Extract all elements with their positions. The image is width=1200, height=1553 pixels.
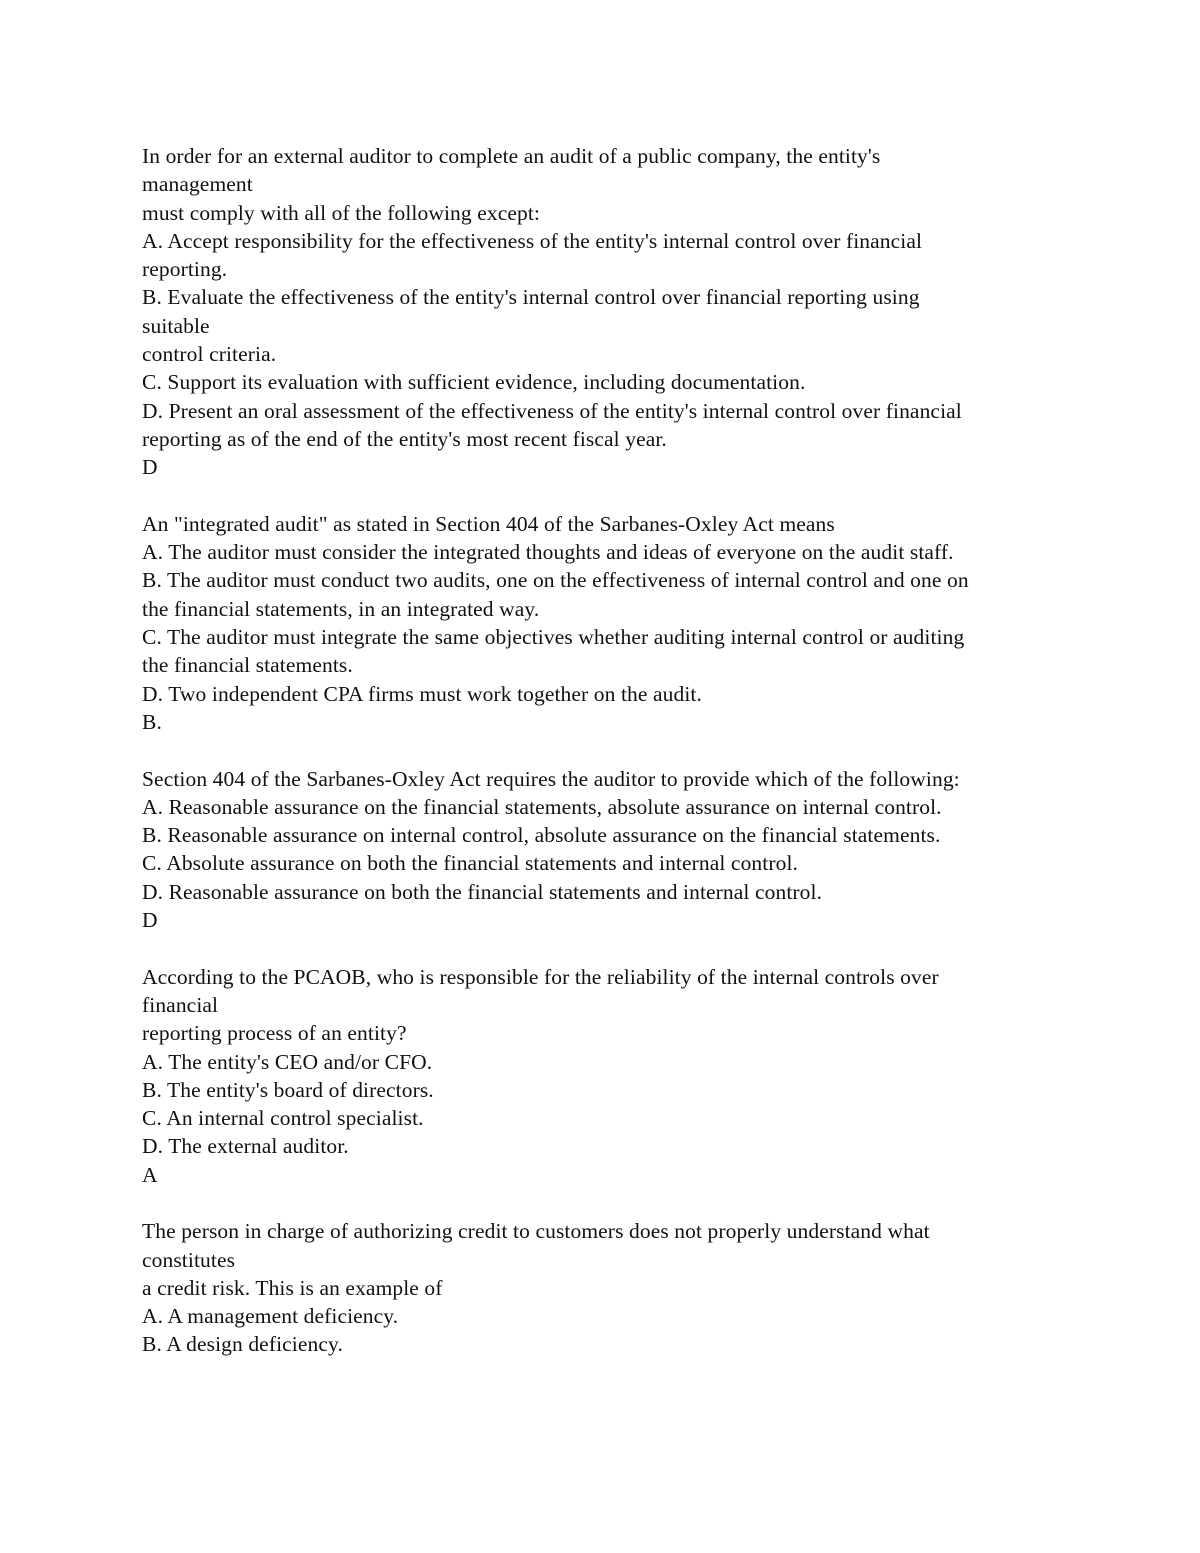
question-2-line: An "integrated audit" as stated in Section 404 of the Sarbanes-Oxley Act means	[142, 511, 835, 536]
question-2-option-line: D. Two independent CPA firms must work together on the audit.	[142, 681, 702, 706]
question-block-4	[142, 963, 1062, 1189]
question-4-line: financial	[142, 992, 219, 1017]
question-2-option-line: B. The auditor must conduct two audits, one on the effectiveness of internal control and one on	[142, 568, 969, 593]
paragraph-spacer	[142, 934, 1062, 962]
question-block-2	[142, 510, 1062, 736]
question-1-option-line: reporting as of the end of the entity's most recent fiscal year.	[142, 426, 667, 451]
question-1-option-line: reporting.	[142, 257, 228, 282]
question-3-option-line: B. Reasonable assurance on internal control, absolute assurance on the financial statements.	[142, 823, 941, 848]
document-body	[142, 142, 1062, 1359]
paragraph-spacer	[142, 736, 1062, 764]
question-4-option-line: C. An internal control specialist.	[142, 1106, 424, 1131]
question-5-line: constitutes	[142, 1247, 236, 1272]
question-2-option-line: A. The auditor must consider the integrated thoughts and ideas of everyone on the audit staff.	[142, 540, 954, 565]
question-1-option-line: suitable	[142, 313, 210, 338]
question-1-option-line: control criteria.	[142, 342, 277, 367]
question-4-option-line: A. The entity's CEO and/or CFO.	[142, 1049, 433, 1074]
question-block-5	[142, 1217, 1062, 1358]
question-1-line: must comply with all of the following except:	[142, 200, 540, 225]
question-4-answer: A	[142, 1162, 158, 1187]
question-4-line: reporting process of an entity?	[142, 1021, 407, 1046]
question-1-line: In order for an external auditor to complete an audit of a public company, the entity's	[142, 144, 881, 168]
question-5-line: The person in charge of authorizing credit to customers does not properly understand what	[142, 1219, 930, 1244]
question-3-option-line: D. Reasonable assurance on both the financial statements and internal control.	[142, 879, 823, 904]
question-1-option-line: D. Present an oral assessment of the effectiveness of the entity's internal control over financial	[142, 398, 962, 423]
question-1-option-line: A. Accept responsibility for the effectiveness of the entity's internal control over financial	[142, 228, 923, 253]
question-3-line: Section 404 of the Sarbanes-Oxley Act requires the auditor to provide which of the following:	[142, 766, 960, 791]
paragraph-spacer	[142, 482, 1062, 510]
paragraph-spacer	[142, 1189, 1062, 1217]
question-3-answer: D	[142, 908, 158, 933]
question-3-option-line: A. Reasonable assurance on the financial statements, absolute assurance on internal control.	[142, 794, 942, 819]
question-5-option-line: A. A management deficiency.	[142, 1304, 399, 1329]
question-block-3	[142, 765, 1062, 935]
question-1-option-line: C. Support its evaluation with sufficient evidence, including documentation.	[142, 370, 806, 395]
question-1-answer: D	[142, 455, 158, 480]
question-5-line: a credit risk. This is an example of	[142, 1275, 443, 1300]
question-2-option-line: the financial statements, in an integrated way.	[142, 596, 540, 621]
question-1-option-line: B. Evaluate the effectiveness of the entity's internal control over financial reporting using	[142, 285, 920, 310]
question-4-option-line: D. The external auditor.	[142, 1134, 349, 1159]
question-2-option-line: the financial statements.	[142, 653, 353, 678]
question-4-line: According to the PCAOB, who is responsible for the reliability of the internal controls over	[142, 964, 939, 989]
question-5-option-line: B. A design deficiency.	[142, 1332, 343, 1357]
question-2-option-line: C. The auditor must integrate the same objectives whether auditing internal control or auditing	[142, 625, 965, 650]
question-4-option-line: B. The entity's board of directors.	[142, 1077, 434, 1102]
question-1-line: management	[142, 172, 253, 197]
question-3-option-line: C. Absolute assurance on both the financial statements and internal control.	[142, 851, 799, 876]
question-block-1	[142, 142, 1062, 482]
question-2-answer: B.	[142, 709, 162, 734]
